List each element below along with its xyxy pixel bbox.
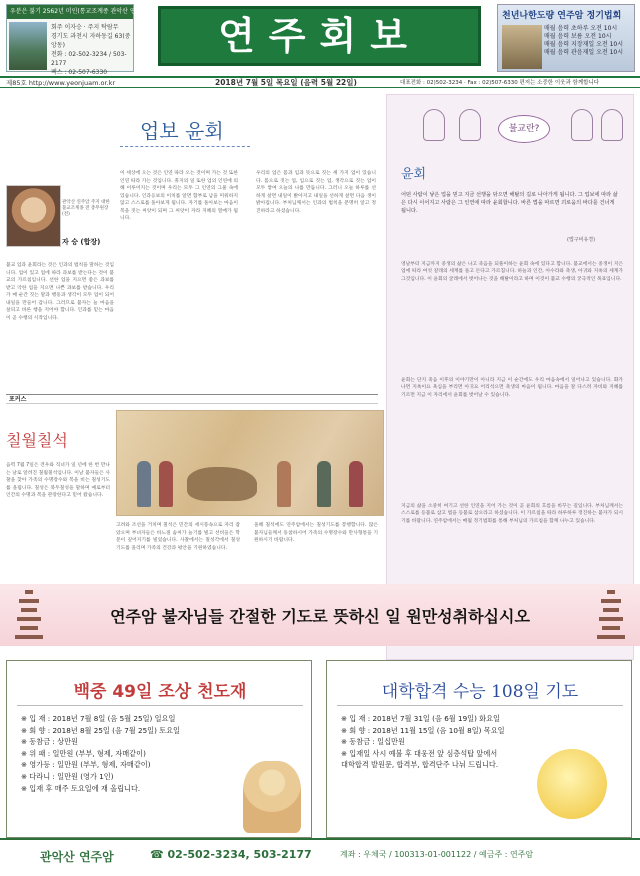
- article-title: 업보 윤회: [140, 119, 224, 143]
- moon-illustration: [537, 749, 607, 819]
- ad-detail-item: ※ 동참금 : 상만원: [21, 737, 78, 747]
- ad-detail-item: 대학합격 발원문, 합격부, 합격단주 나눠 드립니다.: [341, 760, 499, 770]
- ad-details: [341, 713, 505, 771]
- ad-detail-item: ※ 입 재 : 2018년 7월 31일 (음 6월 19일) 화요일: [341, 714, 501, 723]
- ad-detail-item: ※ 입재일 사시 예불 후 대웅전 앞 심층석탑 앞에서: [341, 748, 498, 758]
- schedule-line: 매월 음력 지장재일 오전 10시: [544, 41, 624, 48]
- article-column-1: 불교 업과 윤회라는 것은 인과의 법칙을 말하는 것입니다. 업이 있고 업에 따라 과보를 받는다는 것이 불교의 가르침입니다. 선한 업을 지으면 좋은 과보를 받고 악한 업을 지으면 나쁜 과보를 받습니다. 우리가 매 순간 짓는 말과 행동과 생각이 모두 업이 되어 내일을 만들어 갑니다. 그러므로 불자는 늘 마음을 살피고 바른 행을 지어야 합니다. 인과를 믿는 마음이 곧 수행의 시작입니다.: [6, 263, 114, 321]
- ad-detail-item: ※ 입 재 : 2018년 7월 8일 (음 5월 25일) 일요일: [21, 714, 176, 723]
- info-line: 경기도 과천시 자하동길 63(중앙동): [51, 33, 131, 49]
- author-name: 자 승 (합장): [62, 238, 101, 246]
- ad-detail-item: ※ 입재 후 매주 토요일에 재 올립니다.: [21, 783, 141, 793]
- newspaper-title: 연주회보: [158, 6, 481, 66]
- issue-bar: [0, 76, 640, 88]
- painting-figure: [277, 461, 291, 507]
- quote-source: (법구비유경): [567, 237, 596, 243]
- temple-contact-info: [51, 23, 133, 77]
- ad-detail-item: ※ 회 향 : 2018년 11월 15일 (음 10월 8일) 목요일: [341, 725, 505, 735]
- sidebar-paragraph: 지금의 삶을 소중히 여기고 선한 인연을 지어 가는 것이 곧 윤회의 흐름을 바꾸는 길입니다. 부처님께서는 스스로를 등불로 삼고 법을 등불로 삼으라고 하셨습니다. 이 가르침을 따라 하루하루 정진하는 불자가 되시기를 바랍니다. 연주암에서는 매월 정기법회를 통해 부처님의 가르침을 함께 나누고 있습니다.: [401, 504, 623, 524]
- author-portrait: [6, 185, 61, 247]
- ancestor-ceremony-ad: [6, 660, 312, 838]
- what-is-buddhism-bubble: 불교란?: [498, 115, 550, 143]
- buddha-outline-icon: [571, 109, 593, 141]
- painting-figure: [317, 461, 331, 507]
- painting-figure: [349, 461, 363, 507]
- buddha-outline-icon: [601, 109, 623, 141]
- sidebar-heading: 윤회: [401, 167, 427, 182]
- painting-figure: [159, 461, 173, 507]
- focus-column-1: 음력 7월 7일은 견우와 직녀가 일 년에 한 번 만나는 날로 알려진 칠월칠석입니다. 이날 불자들은 사찰을 찾아 가족의 수명장수와 복을 비는 칠성기도를 올립니다. 칠성은 북두칠성을 말하며 예로부터 인간의 수명과 복을 관장한다고 믿어 왔습니다.: [6, 463, 110, 498]
- focus-title: 칠월칠석: [6, 431, 68, 450]
- info-line: 회주 이자승 · 주지 탁람무: [51, 24, 119, 31]
- info-line: 팩스 : 02-507-6330: [51, 69, 108, 76]
- painting-figure: [137, 461, 151, 507]
- focus-label: 포커스: [6, 394, 378, 404]
- title-divider: [120, 146, 250, 147]
- ad-divider: [17, 705, 303, 706]
- regular-dharma-meeting-box: [497, 4, 635, 72]
- buddha-icons: [401, 109, 621, 149]
- buddhism-sidebar: [386, 94, 634, 660]
- dharma-meeting-title: 천년나한도량 연주암 정기법회: [502, 11, 622, 21]
- footer-bank-account: 계좌 : 우체국 / 100313-01-001122 / 예금주 : 연주암: [340, 850, 534, 859]
- temple-info-strip: 우분은 불기 2562년 미인(통교조계종 관악산 연주암: [7, 5, 133, 19]
- temple-info-box: [6, 4, 148, 76]
- footer-phone: ☎ 02-502-3234, 503-2177: [150, 848, 312, 861]
- dharma-meeting-schedule: [544, 25, 630, 57]
- mountain-photo: [9, 22, 47, 70]
- article-column-3: 우리의 업은 몸과 입과 뜻으로 짓는 세 가지 업이 있습니다. 몸으로 짓는 업, 입으로 짓는 업, 생각으로 짓는 업이 모두 쌓여 오늘의 나를 만듭니다. 그러니 오늘 하루를 선하게 살면 내일이 밝아지고 내일을 선하게 살면 다음 생이 밝아집니다. 부처님께서는 인과의 법칙을 분명히 알고 정진하라고 하셨습니다.: [256, 171, 376, 214]
- portrait-caption: 관악산 연주암 주지 대한불교조계종 전 총무원장 (전): [62, 200, 110, 217]
- info-line: 전화 : 02-502-3234 / 503-2177: [51, 51, 127, 67]
- schedule-line: 매월 음력 초하루 오전 10시: [544, 25, 618, 32]
- arhat-photo: [502, 25, 542, 69]
- ad-details: [21, 713, 180, 794]
- banner-text: 연주암 불자님들 간절한 기도로 뜻하신 일 원만성취하십시오: [110, 607, 530, 626]
- focus-column-2: 고려와 조선을 거치며 칠석은 민간의 세시풍속으로 자리 잡았으며 부녀자들은 바느질 솜씨가 늘기를 빌고 선비들은 학문이 깊어지기를 빌었습니다. 사찰에서는 칠성각에서 칠성기도를 올리며 가족의 건강과 평안을 기원하였습니다.: [116, 523, 240, 551]
- sidebar-quote: 어떤 사람이 낳은 업을 믿고 지금 선행을 닦으면 해탈의 길로 나아가게 됩니다. 그 업보에 따라 삶은 다시 이어지고 사람은 그 인연에 따라 윤회합니다. 바른 법을 따르면 괴로움의 바다를 건너게 됩니다.: [401, 192, 618, 214]
- issue-date: 2018년 7월 5일 목요일 (음력 5월 22일): [215, 78, 357, 87]
- college-exam-prayer-ad: [326, 660, 632, 838]
- footer: [0, 838, 640, 870]
- prayer-banner: [0, 584, 640, 646]
- masthead: [0, 0, 640, 78]
- ad-detail-item: ※ 동참금 : 일십만원: [341, 737, 405, 747]
- ad-detail-item: ※ 위 패 : 일만원 (부부, 형제, 자매같이): [21, 748, 146, 758]
- painting-horse: [187, 467, 257, 501]
- footer-temple-name: 관악산 연주암: [40, 850, 114, 864]
- pagoda-icon: [14, 590, 44, 642]
- ad-detail-item: ※ 회 향 : 2018년 8월 25일 (음 7월 25일) 토요일: [21, 725, 181, 735]
- pagoda-icon: [596, 590, 626, 642]
- sidebar-paragraph: 윤회는 단지 죽음 이후의 이야기만이 아니라 지금 이 순간에도 우리 마음속에서 일어나고 있습니다. 화가 나면 지옥이요 욕심을 부리면 아귀요 어리석으면 축생의 마음이 됩니다. 마음을 잘 다스려 자비와 지혜를 기르면 지금 이 자리에서 윤회를 벗어날 수 있습니다.: [401, 378, 623, 398]
- sidebar-paragraph: 영날부터 지금까지 중생의 삶은 나고 죽음을 되풀이하는 윤회 속에 있다고 합니다. 불교에서는 중생이 지은 업에 따라 여섯 갈래의 세계를 돌고 돈다고 가르칩니다. 하늘과 인간, 아수라와 축생, 아귀와 지옥의 세계가 그것입니다. 이 윤회의 굴레에서 벗어나는 것을 해탈이라고 하며 이것이 불교 수행의 궁극적인 목표입니다.: [401, 262, 623, 282]
- buddha-figure: [243, 761, 301, 833]
- focus-column-3: 올해 칠석에도 연주암에서는 칠성기도를 봉행합니다. 많은 불자님들께서 동참하시어 가족의 수명장수와 만사형통을 기원하시기 바랍니다.: [254, 523, 378, 543]
- ad-title: 백중 49일 조상 천도재: [73, 682, 247, 702]
- issue-number: 제85호 http://www.yeonjuam.or.kr: [6, 79, 116, 87]
- schedule-line: 매월 음력 보름 오전 10시: [544, 33, 612, 40]
- buddha-outline-icon: [423, 109, 445, 141]
- ad-title: 대학합격 수능 108일 기도: [381, 682, 579, 702]
- buddha-outline-icon: [459, 109, 481, 141]
- ad-detail-item: ※ 다라니 : 일만원 (영가 1인): [21, 771, 114, 781]
- article-column-2: 이 세상에 오는 것은 인연 따라 오는 것이며 가는 것 또한 인연 따라 가는 것입니다. 휴지의 일 또한 업의 인연에 의해 이루어지는 것이며 우리는 모두 그 인연의 그물 속에 있습니다. 인과응보의 이치를 알면 함부로 남을 미워하지 않고 스스로를 돌아보게 됩니다. 자기를 돌아보는 마음이 복을 짓는 씨앗이 되며 그 씨앗이 자라 지혜의 열매가 됩니다.: [120, 171, 238, 221]
- chilseok-painting: [116, 410, 384, 516]
- ad-divider: [337, 705, 623, 706]
- ad-detail-item: ※ 영가등 : 일만원 (부부, 형제, 자매같이): [21, 760, 151, 770]
- schedule-line: 매월 음력 관음재일 오전 10시: [544, 49, 624, 56]
- issue-contact: 대표전화 : 02)502-3234 · Fax : 02)507-6330 편저는 소중한 이웃과 함께합니다: [400, 80, 600, 86]
